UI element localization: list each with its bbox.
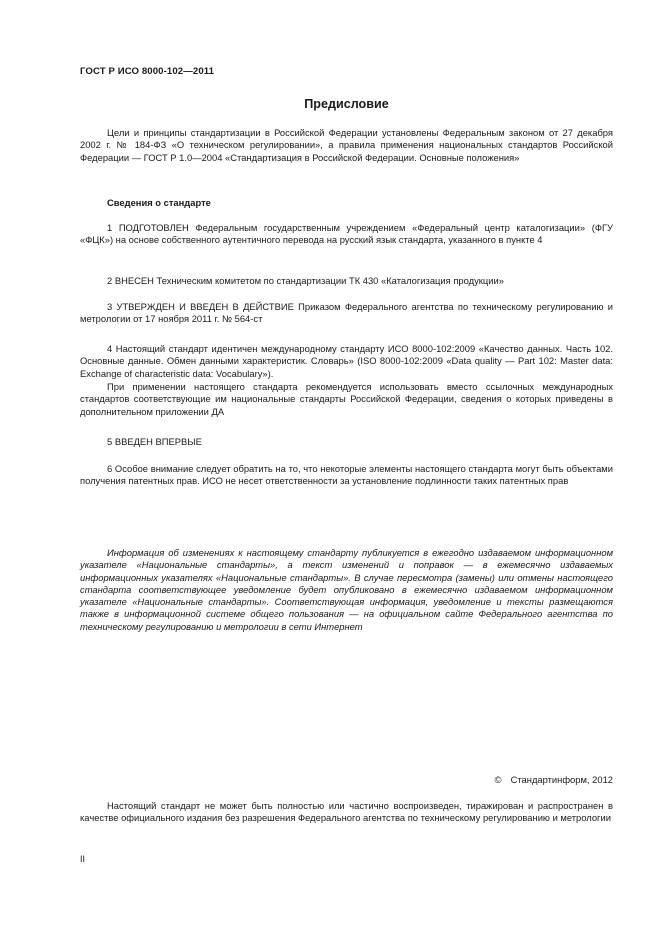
copyright-line <box>495 774 613 786</box>
item-3-paragraph: 3 УТВЕРЖДЕН И ВВЕДЕН В ДЕЙСТВИЕ Приказом Федерального агентства по техническому регулированию и метрологии от 17 ноября 2011 г. № 564-ст <box>80 301 613 325</box>
page-number: II <box>80 854 86 864</box>
intro-paragraph: Цели и принципы стандартизации в Российской Федерации установлены Федеральным законом от 27 декабря 2002 г. № 184-ФЗ «О техническом регулировании», а правила применения национальных стандартов Российской Федерации — ГОСТ Р 1.0—2004 «Стандартизация в Российской Федерации. Основные положения» <box>80 127 613 163</box>
section-subheading: Сведения о стандарте <box>107 197 211 208</box>
item-2-paragraph: 2 ВНЕСЕН Техническим комитетом по стандартизации ТК 430 «Каталогизация продукции» <box>107 275 504 286</box>
item-4-paragraph: 4 Настоящий стандарт идентичен международному стандарту ИСО 8000-102:2009 «Качество данных. Часть 102. Основные данные. Обмен данными характеристик. Словарь» (ISO 8000-102:2009 «Data quality — Part 102: Master data: Exchange of characteristic data: Vocabulary»). <box>80 343 613 379</box>
info-notice-paragraph: Информация об изменениях к настоящему стандарту публикуется в ежегодно издаваемом информационном указателе «Национальные стандарты», а текст изменений и поправок — в ежемесячно издаваемых информационных указателях «Национальные стандарты». В случае пересмотра (замены) или отмены настоящего стандарта соответствующее уведомление будет опубликовано в ежемесячно издаваемом информационном указателе «Национальные стандарты». Соответствующая информация, уведомление и тексты размещаются также в информационной системе общего пользования — на официальном сайте Федерального агентства по техническому регулированию и метрологии в сети Интернет <box>80 547 613 632</box>
page-title: Предисловие <box>304 97 389 111</box>
item-1-paragraph: 1 ПОДГОТОВЛЕН Федеральным государственным учреждением «Федеральный центр каталогизации» (ФГУ «ФЦК») на основе собственного аутентичного перевода на русский язык стандарта, указанного в пункте 4 <box>80 222 613 246</box>
item-4-note-paragraph: При применении настоящего стандарта рекомендуется использовать вместо ссылочных международных стандартов соответствующие им национальные стандарты Российской Федерации, сведения о которых приведены в дополнительном приложении ДА <box>80 381 613 417</box>
item-6-paragraph: 6 Особое внимание следует обратить на то, что некоторые элементы настоящего стандарта могут быть объектами получения патентных прав. ИСО не несет ответственности за установление подлинности таких патентных прав <box>80 463 613 487</box>
copyright-text: Стандартинформ, 2012 <box>510 774 613 785</box>
item-5-paragraph: 5 ВВЕДЕН ВПЕРВЫЕ <box>107 436 202 447</box>
copyright-symbol: © <box>494 774 502 785</box>
standard-code: ГОСТ Р ИСО 8000-102—2011 <box>80 66 215 77</box>
reproduction-notice-paragraph: Настоящий стандарт не может быть полностью или частично воспроизведен, тиражирован и распространен в качестве официального издания без разрешения Федерального агентства по техническому регулированию и метрологии <box>80 800 613 824</box>
